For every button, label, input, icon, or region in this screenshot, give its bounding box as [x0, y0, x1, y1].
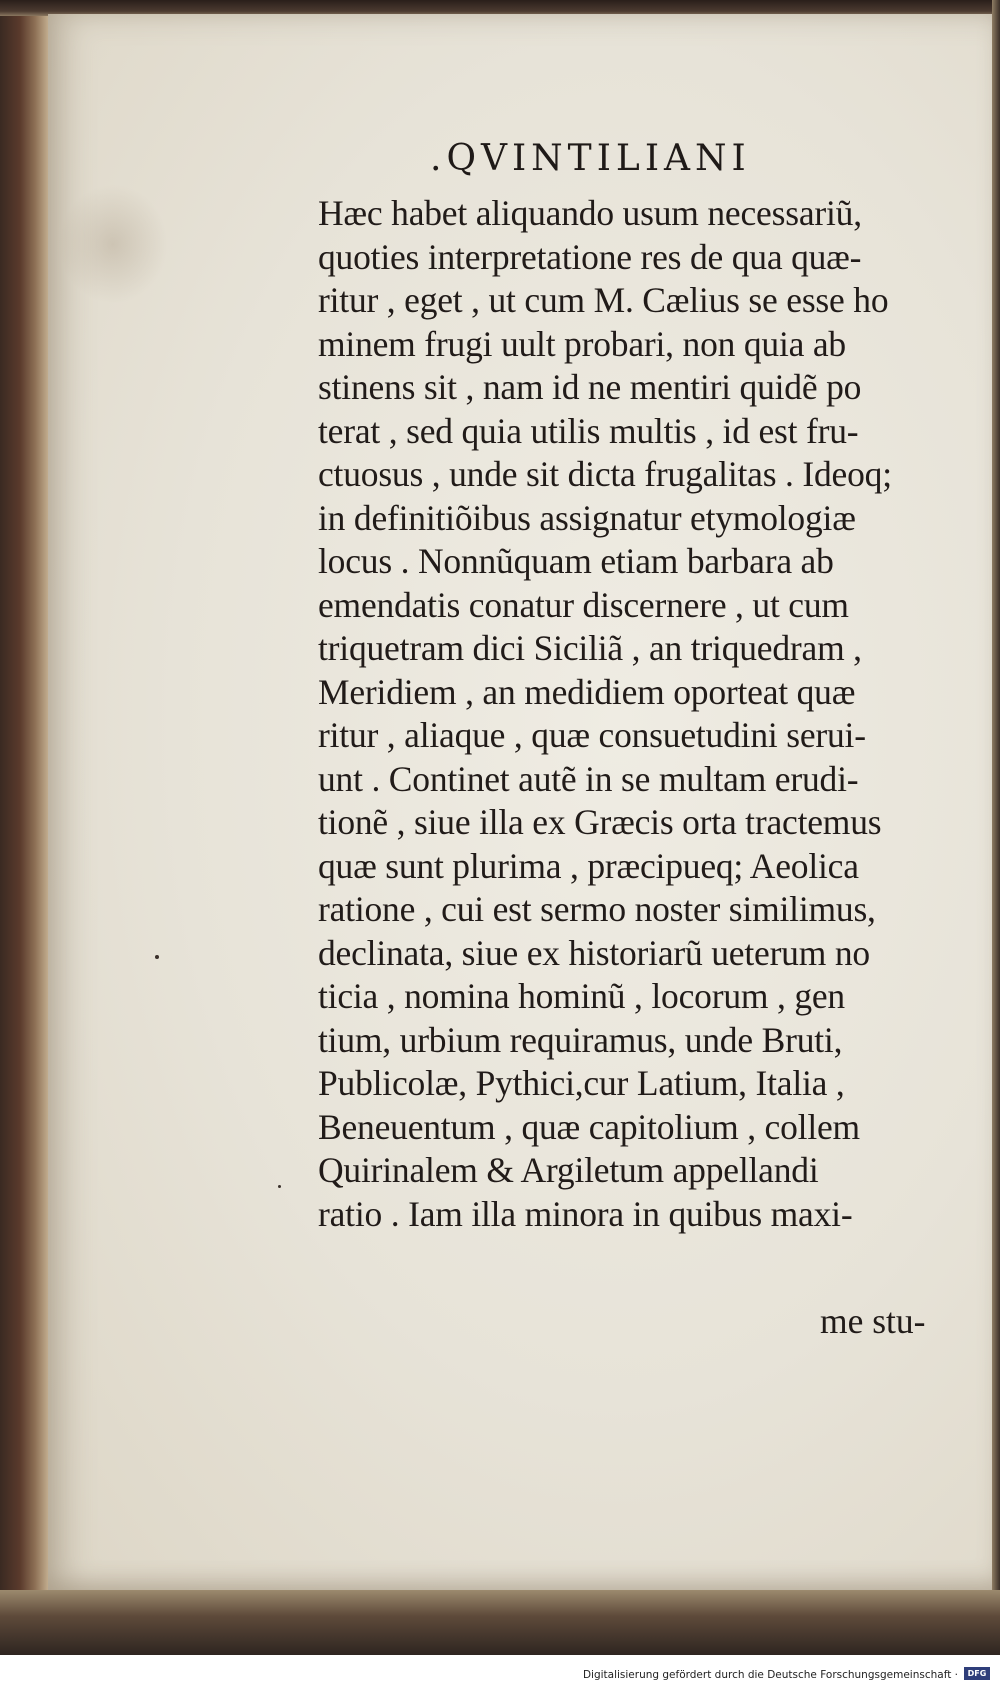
- text-line: locus . Nonnũquam etiam barbara ab: [318, 541, 834, 581]
- text-line: ratio . Iam illa minora in quibus maxi-: [318, 1193, 853, 1234]
- text-line: minem frugi uult probari, non quia ab: [318, 323, 846, 364]
- text-line: terat , sed quia utilis multis , id est fru-: [318, 410, 859, 451]
- text-line: ritur , eget , ut cum M. Cælius se esse ho: [318, 280, 889, 320]
- text-line: quoties interpretatione res de qua quæ-: [318, 236, 862, 277]
- text-line: triquetram dici Siciliã , an triquedram ,: [318, 628, 862, 668]
- dfg-logo: DFG: [964, 1667, 990, 1680]
- text-line: stinens sit , nam id ne mentiri quidẽ po: [318, 367, 862, 407]
- text-line: tium, urbium requiramus, unde Bruti,: [318, 1019, 843, 1060]
- paper-stain: [58, 184, 168, 304]
- text-line: unt . Continet autẽ in se multam erudi-: [318, 758, 859, 799]
- body-text: [318, 192, 958, 1236]
- text-line: Beneuentum , quæ capitolium , collem: [318, 1106, 860, 1147]
- text-line: ticia , nomina hominũ , locorum , gen: [318, 976, 845, 1016]
- text-line: Meridiem , an medidiem oporteat quæ: [318, 671, 856, 712]
- text-line: declinata, siue ex historiarũ ueterum no: [318, 932, 870, 973]
- ink-speck: [278, 1185, 281, 1188]
- funding-credit: Digitalisierung gefördert durch die Deutsche Forschungsgemeinschaft ·: [582, 1669, 958, 1681]
- catchword: me stu-: [820, 1301, 926, 1341]
- text-line: in definitiõibus assignatur etymologiæ: [318, 497, 856, 538]
- text-line: ctuosus , unde sit dicta frugalitas . Ideoq;: [318, 454, 892, 494]
- running-head: .QVINTILIANI: [430, 138, 751, 179]
- ink-speck: [155, 955, 159, 959]
- book-bottom-edge: [0, 1590, 1000, 1655]
- text-line: Publicolæ, Pythici,cur Latium, Italia ,: [318, 1063, 845, 1103]
- text-line: Hæc habet aliquando usum necessariũ,: [318, 193, 862, 233]
- text-line: Quirinalem & Argiletum appellandi: [318, 1150, 819, 1190]
- text-line: emendatis conatur discernere , ut cum: [318, 584, 849, 625]
- text-line: quæ sunt plurima , præcipueq; Aeolica: [318, 845, 859, 886]
- book-right-edge: [992, 0, 1000, 1655]
- text-line: ritur , aliaque , quæ consuetudini serui-: [318, 715, 866, 755]
- text-line: tionẽ , siue illa ex Græcis orta tractemus: [318, 802, 882, 842]
- text-line: ratione , cui est sermo noster similimus,: [318, 889, 876, 929]
